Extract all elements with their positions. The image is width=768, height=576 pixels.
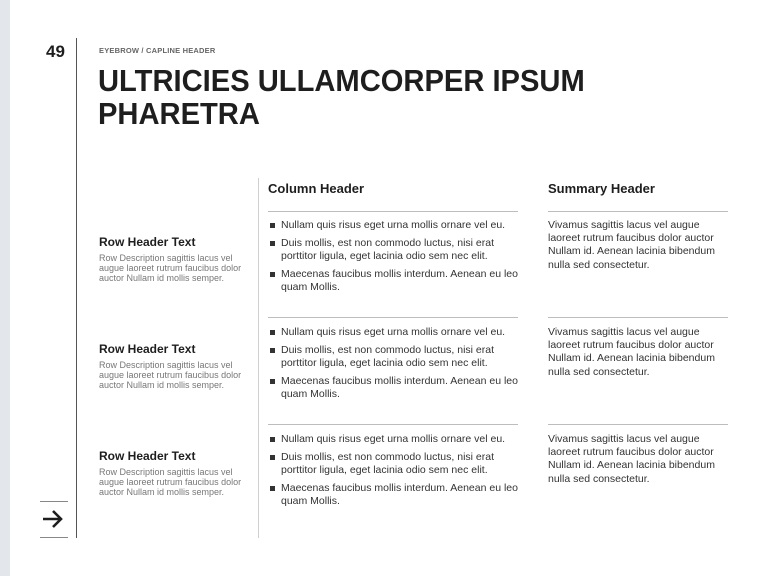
row-rule-column <box>268 424 518 425</box>
row-header <box>99 449 249 497</box>
row-rule-summary <box>548 211 728 212</box>
row-header-title: Row Header Text <box>99 449 196 463</box>
arrow-rule-bottom <box>40 537 68 538</box>
row-header-description: Row Description sagittis lacus vel augue laoreet rutrum faucibus dolor auctor Nullam id mollis semper. <box>99 253 242 283</box>
list-item: Duis mollis, est non commodo luctus, nisi erat porttitor ligula, eget lacinia odio sem nec elit. <box>268 451 518 477</box>
margin-rule <box>76 38 77 538</box>
list-item: Nullam quis risus eget urna mollis ornare vel eu. <box>268 433 518 446</box>
summary-header: Summary Header <box>548 181 655 196</box>
row-rule-column <box>268 317 518 318</box>
column-divider <box>258 178 259 538</box>
row-rule-summary <box>548 317 728 318</box>
row-header-title: Row Header Text <box>99 342 196 356</box>
summary-text: Vivamus sagittis lacus vel augue laoreet rutrum faucibus dolor auctor Nullam id. Aenean lacinia bibendum nulla sed consectetur. <box>548 433 715 485</box>
list-item: Maecenas faucibus mollis interdum. Aenean eu leo quam Mollis. <box>268 482 518 508</box>
bullet-list <box>268 326 518 406</box>
row-rule-summary <box>548 424 728 425</box>
row-header <box>99 342 249 390</box>
left-edge-strip <box>0 0 10 576</box>
arrow-rule-top <box>40 501 68 502</box>
arrow-right-icon[interactable] <box>41 508 65 530</box>
list-item: Maecenas faucibus mollis interdum. Aenean eu leo quam Mollis. <box>268 375 518 401</box>
list-item: Nullam quis risus eget urna mollis ornare vel eu. <box>268 326 518 339</box>
eyebrow-header: EYEBROW / CAPLINE HEADER <box>99 46 216 55</box>
summary-text: Vivamus sagittis lacus vel augue laoreet rutrum faucibus dolor auctor Nullam id. Aenean lacinia bibendum nulla sed consectetur. <box>548 219 715 271</box>
column-header: Column Header <box>268 181 365 196</box>
row-header-description: Row Description sagittis lacus vel augue laoreet rutrum faucibus dolor auctor Nullam id mollis semper. <box>99 467 242 497</box>
page-title: ULTRICIES ULLAMCORPER IPSUM PHARETRA <box>98 63 585 131</box>
bullet-list <box>268 219 518 299</box>
list-item: Nullam quis risus eget urna mollis ornare vel eu. <box>268 219 518 232</box>
summary-text: Vivamus sagittis lacus vel augue laoreet rutrum faucibus dolor auctor Nullam id. Aenean lacinia bibendum nulla sed consectetur. <box>548 326 715 378</box>
row-rule-column <box>268 211 518 212</box>
row-header-title: Row Header Text <box>99 235 196 249</box>
bullet-list <box>268 433 518 513</box>
list-item: Duis mollis, est non commodo luctus, nisi erat porttitor ligula, eget lacinia odio sem nec elit. <box>268 237 518 263</box>
list-item: Maecenas faucibus mollis interdum. Aenean eu leo quam Mollis. <box>268 268 518 294</box>
row-header <box>99 235 249 283</box>
page-number: 49 <box>46 42 65 61</box>
row-header-description: Row Description sagittis lacus vel augue laoreet rutrum faucibus dolor auctor Nullam id mollis semper. <box>99 360 242 390</box>
list-item: Duis mollis, est non commodo luctus, nisi erat porttitor ligula, eget lacinia odio sem nec elit. <box>268 344 518 370</box>
